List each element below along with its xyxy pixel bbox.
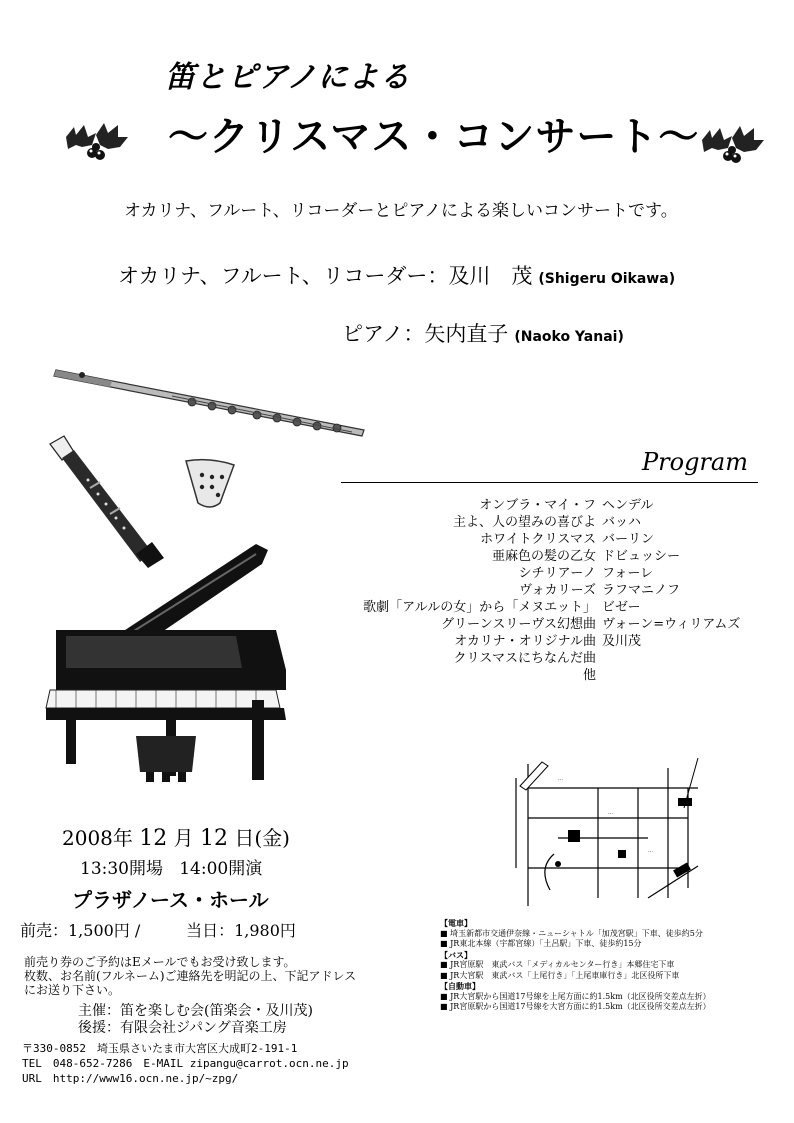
program-item-title: 主よ、人の望みの喜びよ [452,515,596,530]
piano-illustration [36,540,296,790]
access-line: ■ JR東北本線（宇都宮線）「土呂駅」下車、徒歩約15分 [440,939,642,948]
program-item-title: グリーンスリーヴス幻想曲 [441,617,596,632]
program-item-title: オカリナ・オリジナル曲 [454,634,596,649]
program-heading: Program [642,448,748,476]
program-item-composer: フォーレ [602,566,654,581]
organizer-block [78,1003,313,1037]
event-month: 12 [139,826,168,851]
sponsor: 後援：有限会社ジパング音楽工房 [78,1020,287,1036]
program-item-title: 他 [582,668,596,683]
performer-woodwind [118,260,675,290]
program-item-composer: バーリン [602,532,655,547]
intro-text: オカリナ、フルート、リコーダーとピアノによる楽しいコンサートです。 [124,201,678,221]
event-month-unit: 月 [173,826,194,850]
holly-left-icon [62,115,132,165]
program-item-composer: ヴォーン=ウィリアムズ [602,617,741,632]
page-title: ～クリスマス・コンサート～ [168,114,700,160]
access-map [498,758,718,906]
event-day: 12 [199,826,228,851]
performer-roman: (Shigeru Oikawa) [538,271,676,287]
svg-text:…: … [648,848,653,854]
access-line: ■ JR宮原駅から国道17号線を大宮方面に約1.5km（北区役所交差点左折） [440,1002,711,1011]
flute-illustration [52,360,368,440]
open-time: 13:30開場 [80,859,163,879]
performer-piano [342,318,624,348]
program-item-composer: ヘンデル [602,498,654,513]
organizer: 主催：笛を楽しむ会(笛楽会・及川茂) [78,1003,313,1019]
performer-name: 及川 茂 [448,264,533,288]
program-item-composer: 及川茂 [602,634,642,649]
contact-address: 〒330-0852 埼玉県さいたま市大宮区大成町2-191-1 [22,1042,298,1055]
performer-role: ピアノ： [342,322,425,346]
ticket-price [20,918,296,941]
svg-text:…: … [558,776,563,782]
note-line: 枚数、お名前(フルネーム)ご連絡先を明記の上、下記アドレス [24,969,357,983]
contact-block [22,1041,349,1086]
title-line1: 笛とピアノによる [165,60,411,95]
venue-name: プラザノース・ホール [72,888,269,912]
event-time [80,854,262,879]
start-time: 14:00開演 [179,859,263,879]
program-item-title: ホワイトクリスマス [480,532,596,547]
access-line: ■ 埼玉新都市交通伊奈線・ニューシャトル「加茂宮駅」下車、徒歩約5分 [440,928,703,938]
program-item-composer: ラフマニノフ [602,583,681,598]
performer-role: オカリナ、フルート、リコーダー： [118,264,449,288]
program-item-title: クリスマスにちなんだ曲 [453,651,596,666]
performer-name: 矢内直子 [424,322,509,346]
svg-text:…: … [608,810,613,816]
program-item-composer: ドビュッシー [602,549,681,564]
reservation-note [24,955,356,997]
event-date [62,822,290,851]
program-item-title: 歌劇「アルルの女」から「メヌエット」 [363,600,596,615]
advance-price: 前売：1,500円 / [20,921,141,940]
access-info [440,918,711,1013]
program-item-composer: ビゼー [602,600,641,615]
contact-url[interactable]: URL http://www16.ocn.ne.jp/~zpg/ [22,1072,239,1085]
program-divider [341,482,758,483]
note-line: にお送り下さい。 [24,983,121,997]
program-item-title: オンブラ・マイ・フ [479,498,596,513]
program-item-title: シチリアーノ [518,566,596,581]
program-item-title: 亜麻色の髪の乙女 [491,549,596,564]
access-heading: 【電車】 [440,918,472,928]
ocarina-illustration [180,455,240,513]
access-line: ■ JR宮原駅 東武バス「メディカルセンター行き」本郷住宅下車 [440,960,675,969]
access-heading: 【バス】 [440,949,472,960]
access-line: ■ JR大宮駅から国道17号線を上尾方面に約1.5km（北区役所交差点左折） [440,991,711,1001]
event-year: 2008年 [62,826,133,850]
access-heading: 【自動車】 [440,981,480,991]
program-item-composer: バッハ [602,515,642,530]
event-day-unit: 日(金) [234,826,290,850]
program-item-title: ヴォカリーズ [519,583,596,598]
performer-roman: (Naoko Yanai) [514,329,624,345]
door-price: 当日：1,980円 [186,921,296,940]
access-line: ■ JR大宮駅 東武バス「上尾行き」「上尾車庫行き」北区役所下車 [440,970,680,980]
note-line: 前売り券のご予約はEメールでもお受け致します。 [24,955,296,969]
holly-right-icon [698,118,768,168]
contact-phone-email[interactable]: TEL 048-652-7286 E-MAIL zipangu@carrot.ocn.ne.jp [22,1057,349,1070]
